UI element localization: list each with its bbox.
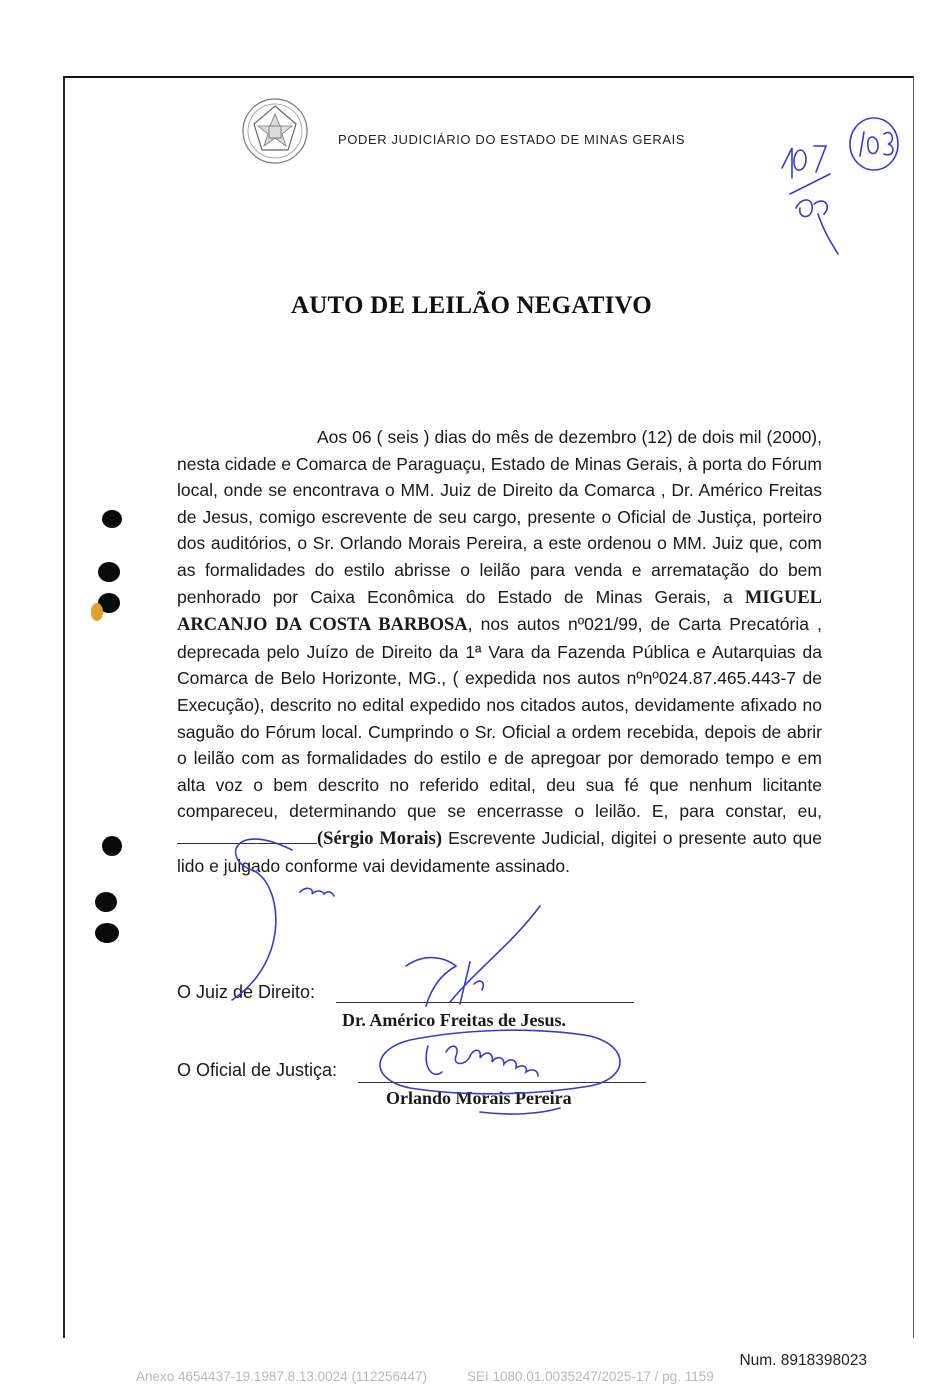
body-text-part-3: Escrevente Judicial, digitei o presente auto que lido e julgado conforme vai devidamente assinado. xyxy=(177,827,823,876)
document-body xyxy=(177,424,822,879)
body-text-part-2: , nos autos nº021/99, de Carta Precatória , deprecada pelo Juízo de Direito da 1ª Vara da Fazenda Pública e Autarquias da Comarca de Belo Horizonte, MG., ( expedida nos autos nºnº024.87.465.443-7 de Execução), descrito no edital expedido nos citados autos, devidamente afixado no saguão do Fórum local. Cumprindo o Sr. Oficial a ordem recebida, depois de abrir o leilão com as formalidades do estilo e de apregoar por demorado tempo e em alta voz o bem descrito no referido edital, deu sua fé que nenhum licitante compareceu, determinando que se encerrasse o leilão. E, para constar, eu, xyxy=(177,614,822,822)
coat-of-arms-seal xyxy=(240,96,310,166)
clerk-name: (Sérgio Morais) xyxy=(317,828,443,849)
sei-reference: SEI 1080.01.0035247/2025-17 / pg. 1159 xyxy=(467,1369,714,1384)
document-title: AUTO DE LEILÃO NEGATIVO xyxy=(291,292,652,319)
officer-signature-label: O Oficial de Justiça: xyxy=(177,1060,338,1080)
body-text-part-1: Aos 06 ( seis ) dias do mês de dezembro (12) de dois mil (2000), nesta cidade e Comarca de Paraguaçu, Estado de Minas Gerais, à porta do Fórum local, onde se encontrava o MM. Juiz de Direito da Comarca , Dr. Américo Freitas de Jesus, comigo escrevente de seu cargo, presente o Oficial de Justiça, porteiro dos auditórios, o Sr. Orlando Morais Pereira, a este ordenou o MM. Juiz que, com as formalidades do estilo abrisse o leilão para venda e arrematação do bem penhorado por Caixa Econômica do Estado de Minas Gerais, a xyxy=(177,427,822,607)
document-number: Num. 8918398023 xyxy=(739,1352,867,1369)
clerk-signature-blank xyxy=(177,829,317,844)
binder-punch-holes xyxy=(85,500,135,960)
judge-signature-line xyxy=(336,1002,634,1003)
handwritten-page-number xyxy=(770,110,900,260)
annex-reference: Anexo 4654437-19.1987.8.13.0024 (112256447) xyxy=(136,1369,428,1384)
footer-metadata xyxy=(136,1369,714,1384)
institution-header: PODER JUDICIÁRIO DO ESTADO DE MINAS GERAIS xyxy=(338,132,686,147)
judge-signature-label: O Juiz de Direito: xyxy=(177,982,316,1002)
officer-name: Orlando Morais Pereira xyxy=(386,1088,572,1108)
party-name: MIGUEL ARCANJO DA COSTA BARBOSA xyxy=(177,587,822,636)
officer-signature-line xyxy=(358,1082,646,1083)
judge-name: Dr. Américo Freitas de Jesus. xyxy=(342,1010,566,1030)
